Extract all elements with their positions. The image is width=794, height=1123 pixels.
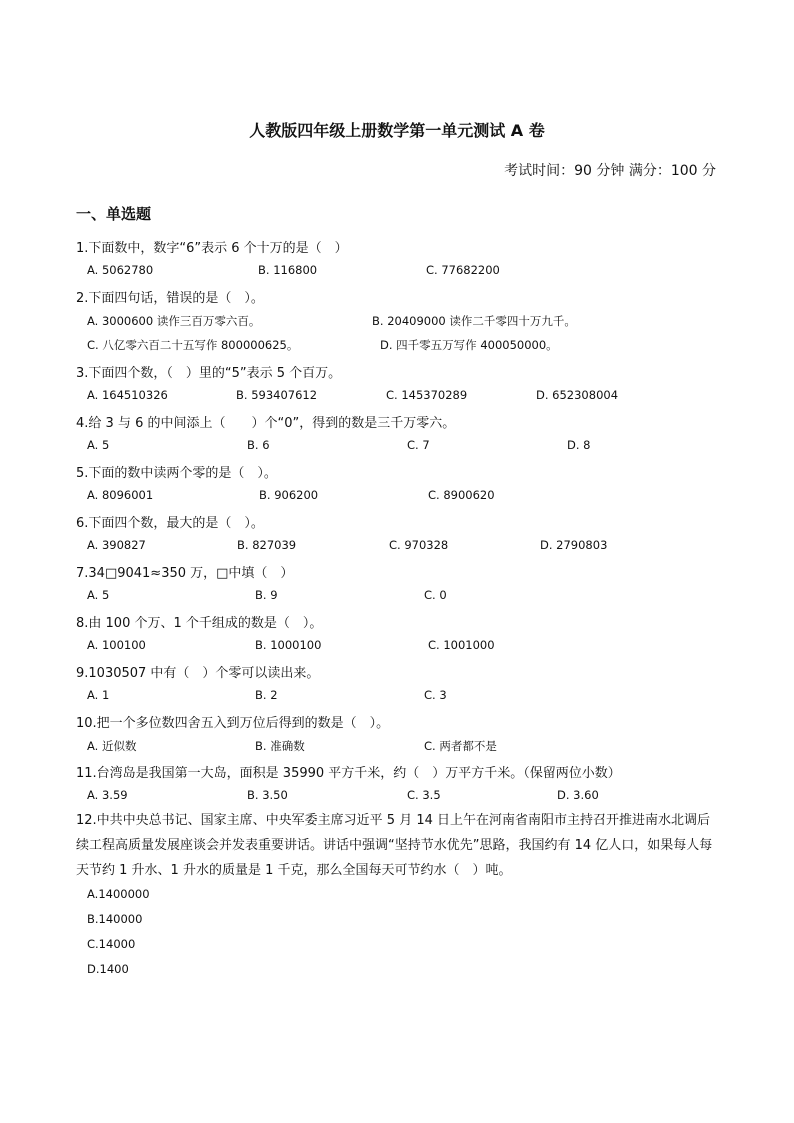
option-12a: A.1400000 (87, 887, 150, 901)
option-11d: D. 3.60 (557, 788, 599, 802)
option-12b: B.140000 (87, 912, 143, 926)
question-10: 10.把一个多位数四舍五入到万位后得到的数是（ ）。 (76, 716, 390, 731)
section-title: 一、单选题 (76, 205, 152, 223)
option-5b: B. 906200 (259, 488, 319, 502)
option-2a: A. 3000600 读作三百万零六百。 (87, 314, 261, 328)
option-4d: D. 8 (567, 438, 591, 452)
option-11b: B. 3.50 (247, 788, 288, 802)
option-8a: A. 100100 (87, 638, 146, 652)
option-11c: C. 3.5 (407, 788, 441, 802)
option-7c: C. 0 (424, 588, 447, 602)
option-10b: B. 准确数 (255, 739, 305, 753)
option-6b: B. 827039 (237, 538, 297, 552)
question-4: 4.给 3 与 6 的中间添上（ ）个“0”，得到的数是三千万零六。 (76, 416, 456, 431)
option-9b: B. 2 (255, 688, 278, 702)
option-1a: A. 5062780 (87, 263, 154, 277)
option-5c: C. 8900620 (428, 488, 495, 502)
option-3d: D. 652308004 (536, 388, 619, 402)
option-4a: A. 5 (87, 438, 110, 452)
option-12c: C.14000 (87, 937, 136, 951)
option-9c: C. 3 (424, 688, 447, 702)
question-12: 12.中共中央总书记、国家主席、中央军委主席习近平 5 月 14 日上午在河南省南阳市主持召开推进南水北调后续工程高质量发展座谈会并发表重要讲话。讲话中强调“坚持节水优先”思路，我国约有 14 亿人口，如果每人每天节约 1 升水、1 升水的质量是 1 千克，那么全国每天可节约水（ ）吨。 (76, 813, 713, 878)
option-4c: C. 7 (407, 438, 430, 452)
option-3b: B. 593407612 (236, 388, 318, 402)
option-4b: B. 6 (247, 438, 270, 452)
option-7a: A. 5 (87, 588, 110, 602)
question-6: 6.下面四个数，最大的是（ ）。 (76, 516, 264, 531)
option-12d: D.1400 (87, 962, 129, 976)
option-3a: A. 164510326 (87, 388, 168, 402)
option-9a: A. 1 (87, 688, 110, 702)
question-1: 1.下面数中，数字“6”表示 6 个十万的是（ ） (76, 241, 348, 256)
option-1c: C. 77682200 (426, 263, 500, 277)
question-11: 11.台湾岛是我国第一大岛，面积是 35990 平方千米，约（ ）万平方千米。（保留两位小数） (76, 766, 621, 781)
option-6a: A. 390827 (87, 538, 146, 552)
option-2b: B. 20409000 读作二千零四十万九千。 (372, 314, 576, 328)
question-8: 8.由 100 个万、1 个千组成的数是（ ）。 (76, 616, 323, 631)
option-11a: A. 3.59 (87, 788, 128, 802)
option-1b: B. 116800 (258, 263, 318, 277)
option-6d: D. 2790803 (540, 538, 608, 552)
question-5: 5.下面的数中读两个零的是（ ）。 (76, 466, 277, 481)
option-2c: C. 八亿零六百二十五写作 800000625。 (87, 338, 299, 352)
option-6c: C. 970328 (389, 538, 449, 552)
option-10a: A. 近似数 (87, 739, 137, 753)
question-7: 7.34□9041≈350 万，□中填（ ） (76, 566, 294, 581)
question-3: 3.下面四个数，（ ）里的“5”表示 5 个百万。 (76, 366, 342, 381)
question-9: 9.1030507 中有（ ）个零可以读出来。 (76, 666, 320, 681)
option-7b: B. 9 (255, 588, 278, 602)
option-8b: B. 1000100 (255, 638, 322, 652)
question-2: 2.下面四句话，错误的是（ ）。 (76, 291, 264, 306)
option-2d: D. 四千零五万写作 400050000。 (380, 338, 558, 352)
option-5a: A. 8096001 (87, 488, 154, 502)
exam-info: 考试时间：90 分钟 满分：100 分 (504, 163, 716, 179)
option-3c: C. 145370289 (386, 388, 468, 402)
option-8c: C. 1001000 (428, 638, 495, 652)
option-10c: C. 两者都不是 (424, 739, 497, 753)
document-title: 人教版四年级上册数学第一单元测试 A 卷 (249, 121, 545, 140)
